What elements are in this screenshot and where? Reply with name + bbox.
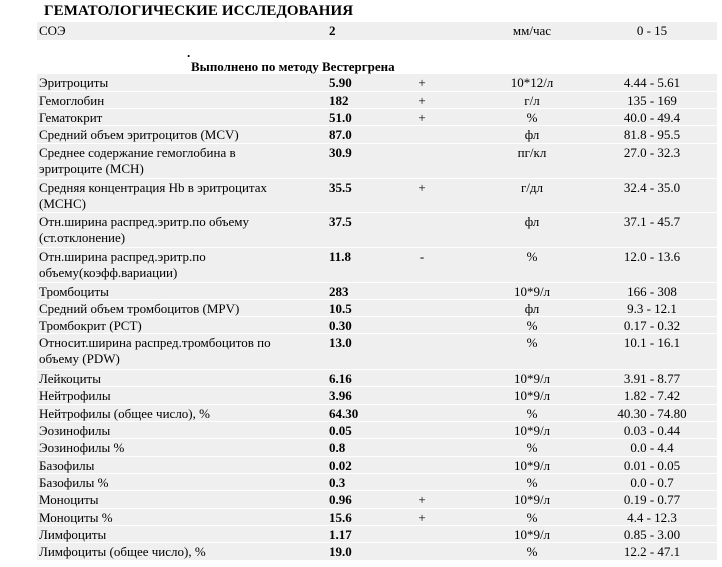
test-name: Средний объем тромбоцитов (MPV) (39, 301, 240, 316)
test-reference: 0.85 - 3.00 (623, 527, 681, 542)
test-unit: % (526, 406, 538, 421)
table-row (37, 474, 717, 490)
test-value: 10.5 (329, 301, 352, 316)
test-name: Лимфоциты (общее число), % (39, 544, 206, 559)
table-row (37, 334, 717, 369)
test-value: 15.6 (329, 510, 352, 525)
table-row (37, 144, 717, 178)
test-reference: 12.2 - 47.1 (623, 544, 681, 559)
test-reference: 9.3 - 12.1 (627, 301, 677, 316)
table-row (37, 387, 717, 404)
test-value: 19.0 (329, 544, 352, 559)
test-unit: фл (524, 301, 540, 316)
test-unit: 10*12/л (510, 75, 554, 90)
test-flag: + (418, 180, 426, 195)
test-name: СОЭ (39, 23, 66, 38)
test-name: Лейкоциты (39, 371, 101, 386)
test-name: Средний объем эритроцитов (MCV) (39, 127, 239, 142)
table-row (37, 179, 717, 212)
test-value: 0.8 (329, 440, 346, 455)
table-row (37, 248, 717, 282)
test-reference: 0.19 - 0.77 (623, 492, 681, 507)
test-reference: 81.8 - 95.5 (623, 127, 681, 142)
table-row (37, 509, 717, 525)
table-row (37, 370, 717, 386)
test-reference: 0.03 - 0.44 (623, 423, 681, 438)
test-reference: 4.4 - 12.3 (627, 510, 677, 525)
test-unit: 10*9/л (513, 423, 551, 438)
test-value: 6.16 (329, 371, 352, 386)
test-value: 182 (329, 93, 349, 108)
test-name: Отн.ширина распред.эритр.по объему(коэфф.вариации) (39, 249, 206, 280)
test-value: 0.96 (329, 492, 352, 507)
table-row (37, 317, 717, 333)
test-name: Моноциты % (39, 510, 113, 525)
test-name: Лимфоциты (39, 527, 107, 542)
test-flag: + (418, 75, 426, 90)
test-flag: + (418, 110, 426, 125)
test-unit: 10*9/л (513, 388, 551, 403)
test-unit: 10*9/л (513, 527, 551, 542)
test-name: Эозинофилы % (39, 440, 125, 455)
test-unit: 10*9/л (513, 284, 551, 299)
test-unit: % (526, 510, 538, 525)
test-reference: 0.0 - 0.7 (630, 475, 674, 490)
note-bullet: . (187, 45, 191, 60)
table-row (37, 543, 717, 560)
test-reference: 10.1 - 16.1 (623, 335, 681, 350)
test-unit: г/дл (520, 180, 544, 195)
test-name: Гематокрит (39, 110, 103, 125)
test-reference: 0.17 - 0.32 (623, 318, 681, 333)
table-row (37, 213, 717, 247)
test-value: 35.5 (329, 180, 352, 195)
test-unit: % (526, 440, 538, 455)
table-row (37, 405, 717, 421)
method-note: Выполнено по методу Вестергрена (191, 59, 395, 74)
test-unit: % (526, 318, 538, 333)
test-reference: 37.1 - 45.7 (623, 214, 681, 229)
table-row (37, 283, 717, 299)
test-value: 51.0 (329, 110, 352, 125)
test-value: 5.90 (329, 75, 352, 90)
test-reference: 0.01 - 0.05 (623, 458, 681, 473)
test-name: Тромбокрит (PCT) (39, 318, 142, 333)
test-reference: 4.44 - 5.61 (623, 75, 681, 90)
test-unit: 10*9/л (513, 458, 551, 473)
test-value: 0.02 (329, 458, 352, 473)
table-row (37, 109, 717, 125)
test-name: Базофилы % (39, 475, 109, 490)
test-name: Средняя концентрация Hb в эритроцитах (MCHC) (39, 180, 268, 211)
test-unit: 10*9/л (513, 492, 551, 507)
test-reference: 1.82 - 7.42 (623, 388, 681, 403)
test-name: Среднее содержание гемоглобина в эритроците (MCH) (39, 145, 236, 176)
test-unit: % (526, 544, 538, 559)
test-flag: + (418, 492, 426, 507)
test-unit: мм/час (512, 23, 552, 38)
test-value: 3.96 (329, 388, 352, 403)
test-name: Гемоглобин (39, 93, 105, 108)
test-value: 0.30 (329, 318, 352, 333)
test-reference: 12.0 - 13.6 (623, 249, 681, 264)
test-name: Нейтрофилы (общее число), % (39, 406, 210, 421)
test-unit: пг/кл (517, 145, 547, 160)
test-value: 0.3 (329, 475, 346, 490)
test-value: 37.5 (329, 214, 352, 229)
test-unit: % (526, 110, 538, 125)
test-value: 87.0 (329, 127, 352, 142)
test-value: 283 (329, 284, 349, 299)
test-reference: 32.4 - 35.0 (623, 180, 681, 195)
table-row-esr (37, 22, 717, 40)
test-name: Моноциты (39, 492, 99, 507)
table-row (37, 126, 717, 143)
test-unit: фл (524, 214, 540, 229)
test-reference: 3.91 - 8.77 (623, 371, 681, 386)
test-unit: % (526, 249, 538, 264)
test-value: 2 (329, 23, 336, 38)
table-row (37, 74, 717, 91)
test-unit: 10*9/л (513, 371, 551, 386)
test-value: 1.17 (329, 527, 352, 542)
test-unit: % (526, 475, 538, 490)
section-title: ГЕМАТОЛОГИЧЕСКИЕ ИССЛЕДОВАНИЯ (44, 3, 354, 19)
table-row (37, 457, 717, 473)
table-row (37, 92, 717, 108)
test-value: 0.05 (329, 423, 352, 438)
test-reference: 135 - 169 (627, 93, 677, 108)
test-value: 30.9 (329, 145, 352, 160)
test-reference: 0 - 15 (636, 23, 668, 38)
test-name: Эритроциты (39, 75, 109, 90)
test-name: Нейтрофилы (39, 388, 111, 403)
test-reference: 40.0 - 49.4 (623, 110, 681, 125)
test-value: 11.8 (329, 249, 352, 264)
test-flag: + (418, 93, 426, 108)
table-row (37, 439, 717, 456)
test-value: 64.30 (329, 406, 359, 421)
test-value: 13.0 (329, 335, 352, 350)
table-row (37, 491, 717, 508)
test-reference: 166 - 308 (627, 284, 677, 299)
test-unit: % (526, 335, 538, 350)
test-name: Тромбоциты (39, 284, 109, 299)
test-name: Отн.ширина распред.эритр.по объему (ст.отклонение) (39, 214, 249, 245)
table-row (37, 300, 717, 316)
test-name: Эозинофилы (39, 423, 111, 438)
test-name: Относит.ширина распред.тромбоцитов по объему (PDW) (39, 335, 271, 366)
table-row (37, 422, 717, 438)
test-unit: г/л (524, 93, 540, 108)
test-reference: 40.30 - 74.80 (617, 406, 687, 421)
test-flag: + (418, 510, 426, 525)
test-flag: - (419, 249, 425, 264)
test-reference: 0.0 - 4.4 (630, 440, 674, 455)
test-name: Базофилы (39, 458, 95, 473)
test-reference: 27.0 - 32.3 (623, 145, 681, 160)
table-row (37, 526, 717, 542)
test-unit: фл (524, 127, 540, 142)
